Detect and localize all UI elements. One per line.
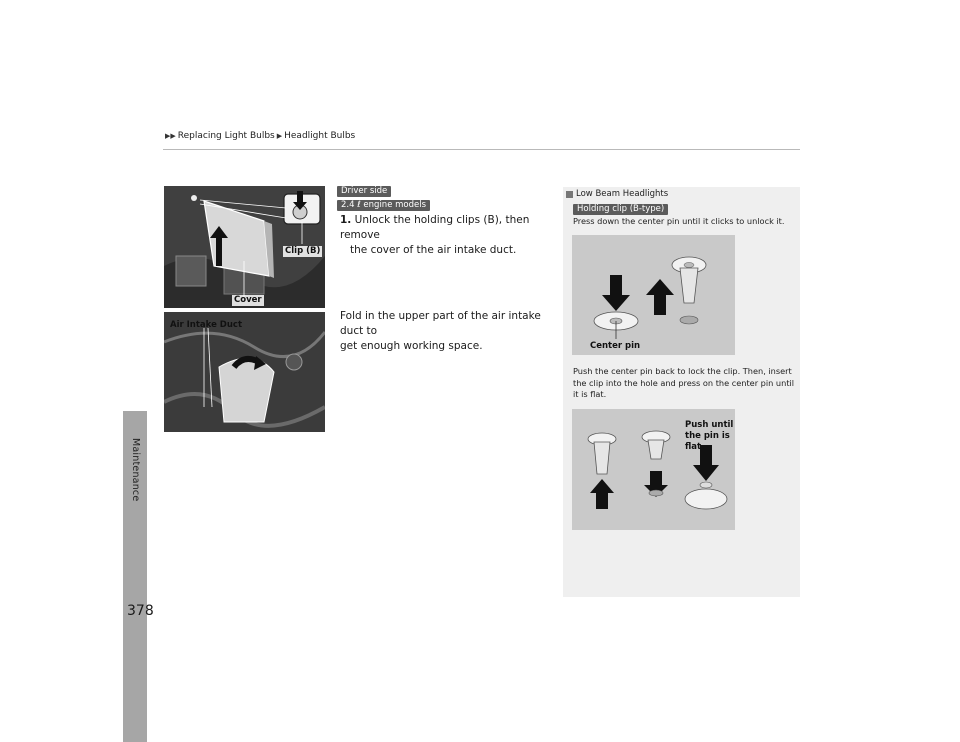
page-number: 378 [127, 603, 154, 619]
paragraph-line-1: Fold in the upper part of the air intake duct to [340, 310, 541, 337]
clip-unlock-diagram [572, 235, 735, 355]
breadcrumb-arrow-icon: ▶ [276, 132, 283, 140]
driver-side-tag: Driver side [337, 186, 391, 197]
step-line-1: Unlock the holding clips (B), then remove [340, 214, 530, 241]
air-intake-duct-label: Air Intake Duct [170, 320, 243, 330]
push-until-flat-label [685, 420, 733, 453]
push-label-line-2: the pin is [685, 431, 730, 441]
clip-b-label: Clip (B) [285, 246, 321, 256]
push-label-line-1: Push until [685, 420, 734, 430]
note-title [566, 189, 668, 199]
note-marker-icon [566, 191, 573, 198]
step-line-2: the cover of the air intake duct. [350, 244, 517, 256]
breadcrumb-item-headlight-bulbs[interactable]: Headlight Bulbs [284, 131, 356, 141]
note-text-lock [573, 366, 795, 401]
breadcrumb-item-replacing-light-bulbs[interactable]: Replacing Light Bulbs [177, 131, 275, 141]
cover-label: Cover [234, 295, 262, 305]
section-side-label: Maintenance [130, 438, 141, 502]
breadcrumb [165, 131, 355, 141]
breadcrumb-arrow-icon: ▶▶ [165, 132, 176, 140]
note-text-lock-line-2: the clip into the hole and press on the center pin until [573, 377, 795, 388]
note-title-text: Low Beam Headlights [576, 189, 669, 199]
note-text-unlock: Press down the center pin until it clicks to unlock it. [573, 216, 785, 226]
engine-models-tag: 2.4 ℓ engine models [337, 200, 430, 211]
step-number: 1. [340, 214, 352, 226]
step-1-text [340, 213, 555, 258]
holding-clip-tag: Holding clip (B-type) [573, 204, 668, 215]
paragraph-line-2: get enough working space. [340, 340, 483, 352]
header-divider [163, 149, 800, 150]
center-pin-label: Center pin [590, 341, 641, 351]
note-text-lock-line-3: it is flat. [573, 389, 607, 399]
fold-instructions-text [340, 309, 555, 354]
note-text-lock-line-1: Push the center pin back to lock the clip. Then, insert [573, 366, 792, 376]
push-label-line-3: flat. [685, 442, 705, 452]
